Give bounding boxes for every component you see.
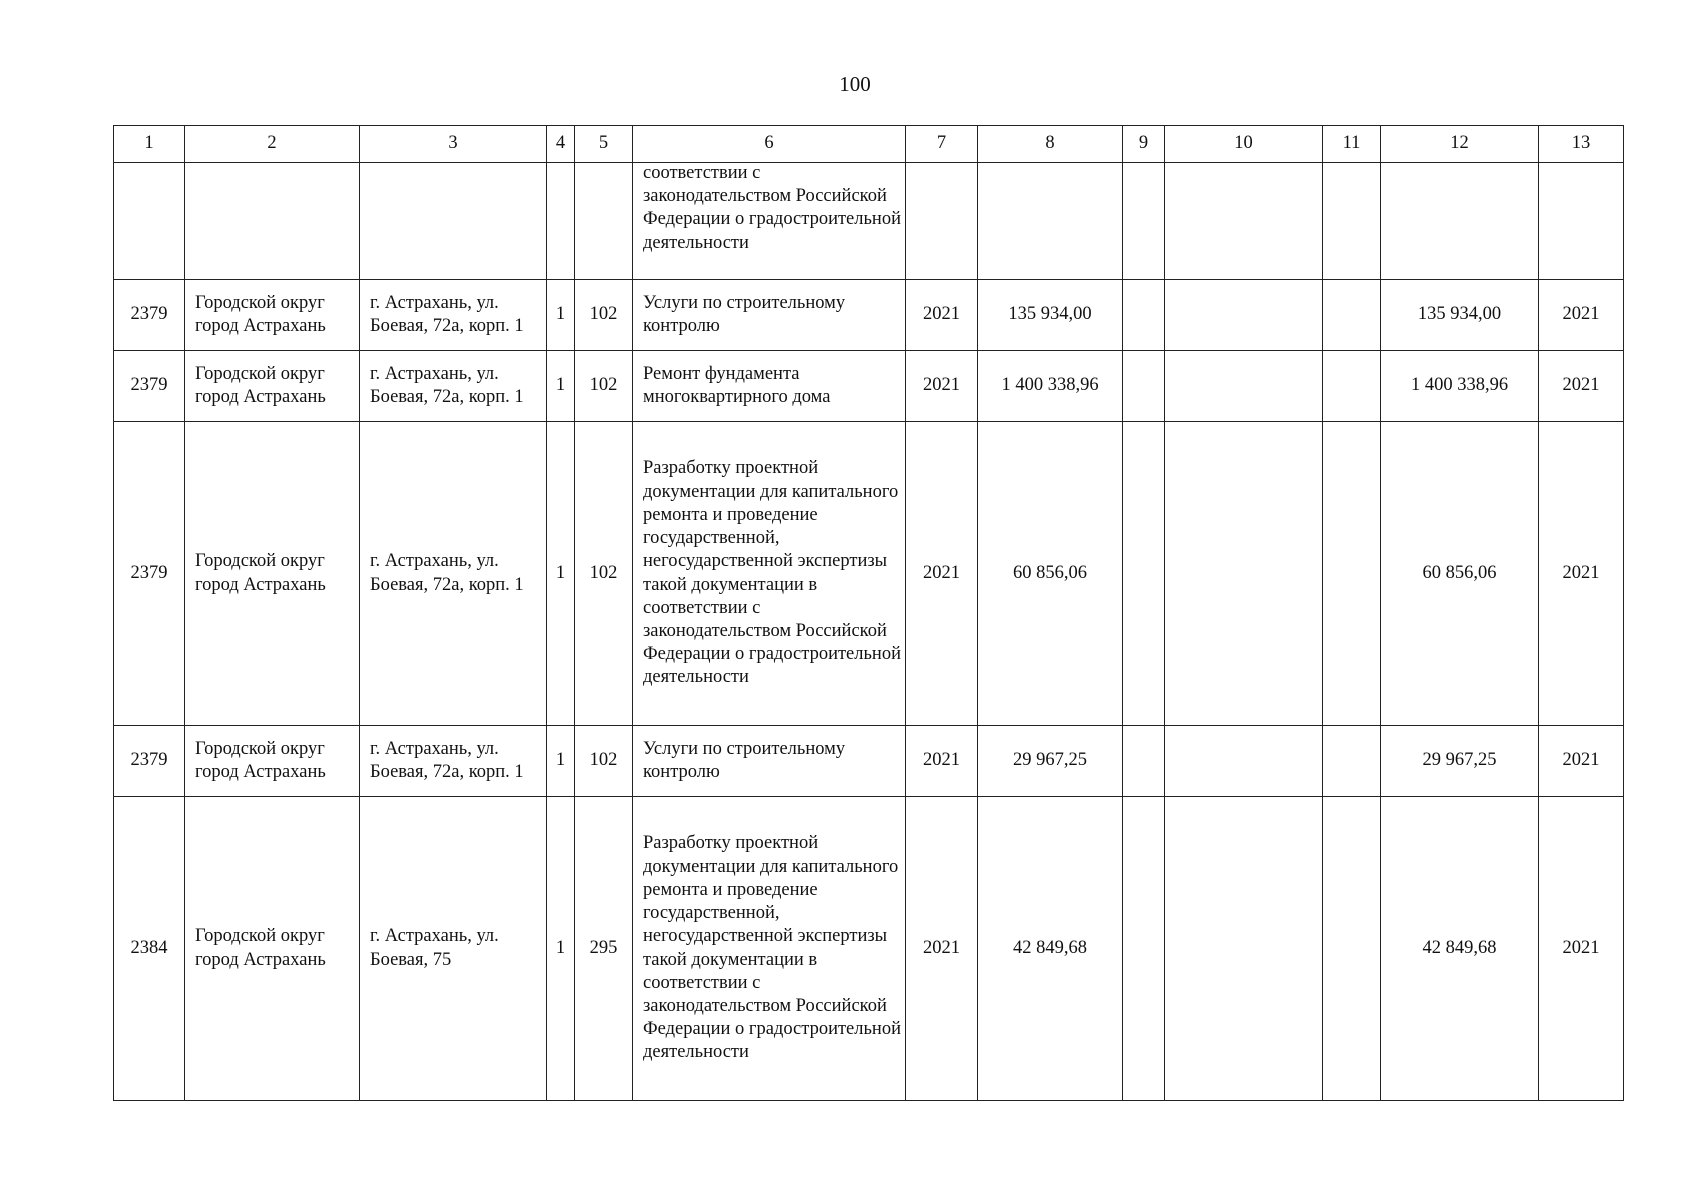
total-cost: 135 934,00 [978,280,1123,351]
empty-cell [1323,163,1381,280]
address: г. Астрахань, ул. Боевая, 75 [360,797,547,1101]
col-4-value: 1 [547,726,575,797]
col-5-value: 102 [575,280,633,351]
row-number: 2379 [114,726,185,797]
header-row [114,126,1624,163]
municipality: Городской округ город Астрахань [185,351,360,422]
municipality: Городской округ город Астрахань [185,280,360,351]
col-12-value: 29 967,25 [1381,726,1539,797]
col-header-2: 2 [185,126,360,163]
col-header-12: 12 [1381,126,1539,163]
work-description: Услуги по строительному контролю [633,726,906,797]
work-description-cell [633,163,906,280]
col-header-1: 1 [114,126,185,163]
row-number: 2384 [114,797,185,1101]
col-9-value [1123,351,1165,422]
col-header-10: 10 [1165,126,1323,163]
col-header-7: 7 [906,126,978,163]
col-4-value: 1 [547,422,575,726]
municipality: Городской округ город Астрахань [185,726,360,797]
work-description: Разработку проектной документации для капитального ремонта и проведение государственной, негосударственной экспертизы такой документации в соответствии с законодательством Российской Федерации о градостроительной деятельности [633,422,906,726]
empty-cell [906,163,978,280]
year: 2021 [906,351,978,422]
col-header-11: 11 [1323,126,1381,163]
col-header-8: 8 [978,126,1123,163]
col-11-value [1323,351,1381,422]
col-5-value: 102 [575,351,633,422]
col-9-value [1123,797,1165,1101]
col-10-value [1165,726,1323,797]
empty-cell [114,163,185,280]
col-12-value: 135 934,00 [1381,280,1539,351]
work-description: соответствии с законодательством Российской Федерации о градостроительной деятельности [643,163,901,253]
register-table [113,125,1624,1101]
work-description: Разработку проектной документации для капитального ремонта и проведение государственной, негосударственной экспертизы такой документации в соответствии с законодательством Российской Федерации о градостроительной деятельности [633,797,906,1101]
col-4-value: 1 [547,797,575,1101]
table-row [114,726,1624,797]
col-5-value: 295 [575,797,633,1101]
col-9-value [1123,726,1165,797]
col-11-value [1323,280,1381,351]
empty-cell [978,163,1123,280]
col-header-13: 13 [1539,126,1624,163]
address: г. Астрахань, ул. Боевая, 72а, корп. 1 [360,422,547,726]
col-10-value [1165,280,1323,351]
empty-cell [1165,163,1323,280]
col-12-value: 60 856,06 [1381,422,1539,726]
col-9-value [1123,422,1165,726]
col-4-value: 1 [547,351,575,422]
col-10-value [1165,351,1323,422]
empty-cell [1123,163,1165,280]
col-11-value [1323,797,1381,1101]
year: 2021 [906,726,978,797]
page-number: 100 [839,72,871,96]
col-header-9: 9 [1123,126,1165,163]
address: г. Астрахань, ул. Боевая, 72а, корп. 1 [360,280,547,351]
row-number: 2379 [114,422,185,726]
col-4-value: 1 [547,280,575,351]
completion-year: 2021 [1539,726,1624,797]
empty-cell [547,163,575,280]
table-row [114,422,1624,726]
col-header-5: 5 [575,126,633,163]
completion-year: 2021 [1539,280,1624,351]
empty-cell [1381,163,1539,280]
completion-year: 2021 [1539,422,1624,726]
continuation-row [114,163,1624,280]
year: 2021 [906,280,978,351]
table-row [114,797,1624,1101]
address: г. Астрахань, ул. Боевая, 72а, корп. 1 [360,726,547,797]
completion-year: 2021 [1539,797,1624,1101]
col-header-4: 4 [547,126,575,163]
col-header-3: 3 [360,126,547,163]
col-12-value: 42 849,68 [1381,797,1539,1101]
total-cost: 1 400 338,96 [978,351,1123,422]
completion-year: 2021 [1539,351,1624,422]
col-5-value: 102 [575,726,633,797]
table-row [114,280,1624,351]
total-cost: 60 856,06 [978,422,1123,726]
empty-cell [575,163,633,280]
col-10-value [1165,422,1323,726]
work-description: Ремонт фундамента многоквартирного дома [633,351,906,422]
year: 2021 [906,797,978,1101]
col-5-value: 102 [575,422,633,726]
municipality: Городской округ город Астрахань [185,422,360,726]
work-description: Услуги по строительному контролю [633,280,906,351]
col-9-value [1123,280,1165,351]
col-11-value [1323,726,1381,797]
col-10-value [1165,797,1323,1101]
empty-cell [1539,163,1624,280]
empty-cell [185,163,360,280]
col-11-value [1323,422,1381,726]
total-cost: 42 849,68 [978,797,1123,1101]
address: г. Астрахань, ул. Боевая, 72а, корп. 1 [360,351,547,422]
empty-cell [360,163,547,280]
col-12-value: 1 400 338,96 [1381,351,1539,422]
table-row [114,351,1624,422]
col-header-6: 6 [633,126,906,163]
row-number: 2379 [114,280,185,351]
year: 2021 [906,422,978,726]
row-number: 2379 [114,351,185,422]
total-cost: 29 967,25 [978,726,1123,797]
municipality: Городской округ город Астрахань [185,797,360,1101]
